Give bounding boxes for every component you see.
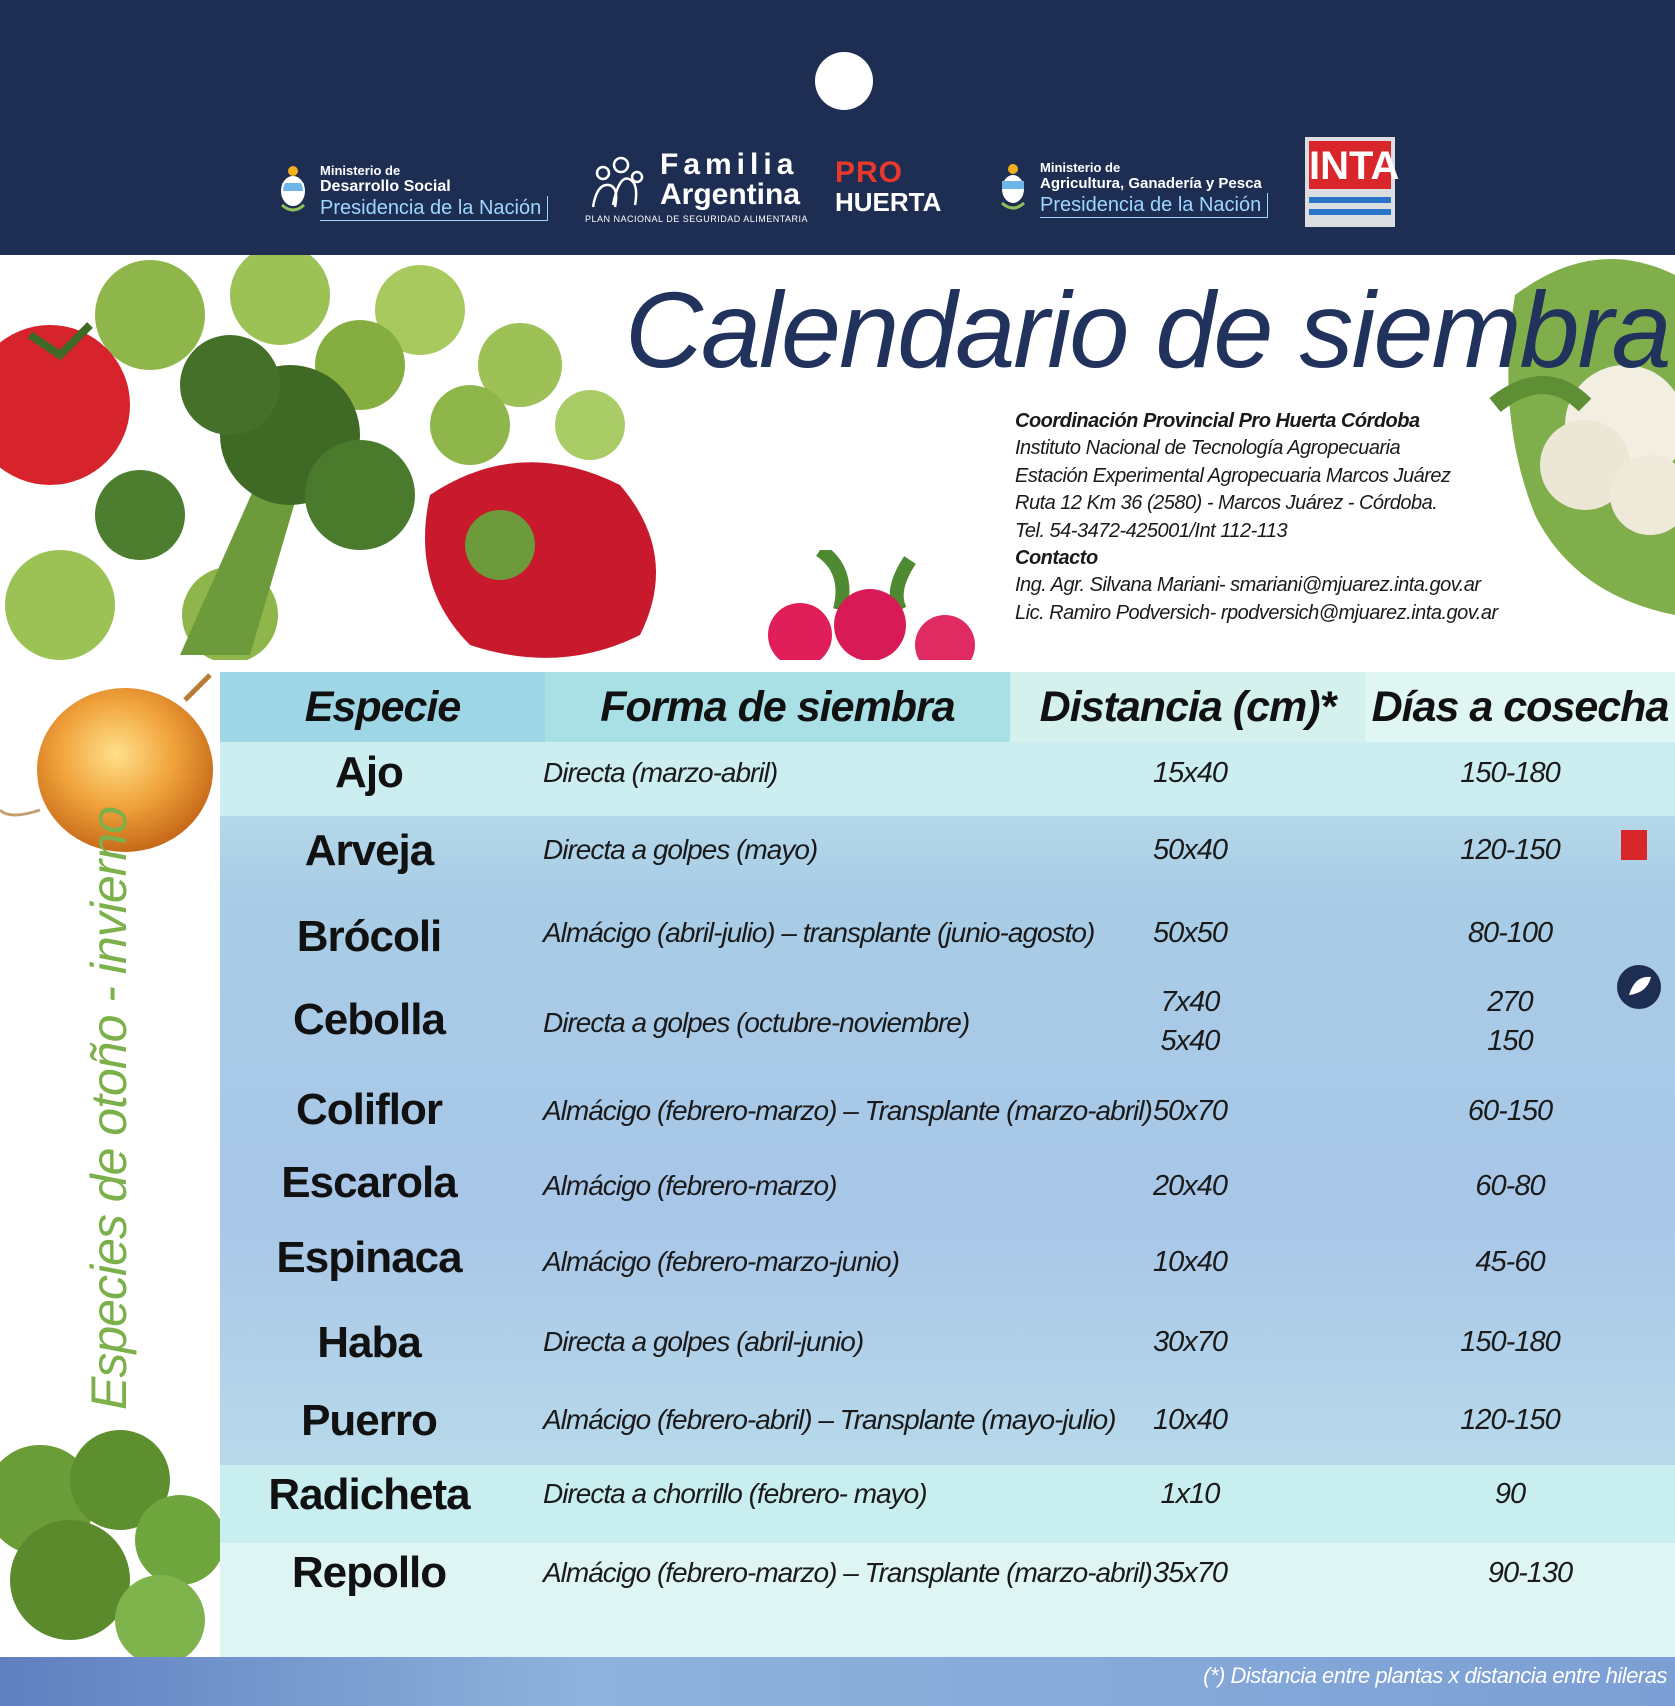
radish-photo <box>760 550 1000 660</box>
logo-desarrollo-line3: Presidencia de la Nación <box>320 196 548 221</box>
row-forma: Almácigo (febrero-marzo-junio) <box>543 1246 899 1277</box>
leaf-seal-icon <box>1617 965 1661 1009</box>
logo-familia-line2: Argentina <box>660 178 801 211</box>
row-dias: 90-130 <box>1487 1557 1573 1589</box>
row-forma: Almácigo (febrero-marzo) – Transplante (marzo-abril) <box>543 1557 1152 1588</box>
row-especie: Espinaca <box>276 1233 462 1282</box>
row-especie: Radicheta <box>268 1470 470 1519</box>
logo-desarrollo-line1: Ministerio de <box>320 163 401 178</box>
row-forma: Directa a golpes (octubre-noviembre) <box>543 1007 970 1038</box>
info-line: Tel. 54-3472-425001/Int 112-113 <box>1015 519 1288 542</box>
row-forma: Almácigo (febrero-marzo) <box>543 1170 837 1201</box>
vegetables-photo <box>0 255 690 660</box>
logo-prohuerta <box>835 158 941 216</box>
row-dias: 45-60 <box>1475 1246 1545 1278</box>
row-dias: 120-150 <box>1460 834 1560 866</box>
logo-desarrollo-social <box>320 163 548 221</box>
logo-inta-stripe <box>1309 197 1391 203</box>
argentina-crest-icon <box>278 165 308 215</box>
row-distancia: 10x40 <box>1152 1404 1227 1436</box>
row-dias: 80-100 <box>1467 917 1553 949</box>
season-label: Especies de otoño - invierno <box>81 807 137 1410</box>
logo-familia-subtitle: PLAN NACIONAL DE SEGURIDAD ALIMENTARIA <box>585 214 809 224</box>
info-line: Instituto Nacional de Tecnología Agropecuaria <box>1015 437 1401 460</box>
logo-familia-line1: Familia <box>660 148 799 181</box>
hanging-hole <box>815 52 873 110</box>
table-header-distancia: Distancia (cm)* <box>1010 672 1365 742</box>
row-distancia: 35x70 <box>1152 1557 1227 1589</box>
row-forma: Almácigo (febrero-marzo) – Transplante (marzo-abril) <box>543 1095 1152 1126</box>
row-dias: 270 <box>1487 986 1533 1018</box>
logo-inta-text: INTA <box>1309 141 1391 189</box>
row-forma: Almácigo (febrero-abril) – Transplante (mayo-julio) <box>543 1404 1116 1435</box>
info-contact-heading: Contacto <box>1015 547 1098 570</box>
table-header-especie: Especie <box>220 672 545 742</box>
row-especie: Ajo <box>335 748 403 797</box>
row-especie: Repollo <box>291 1548 447 1597</box>
info-line: Coordinación Provincial Pro Huerta Córdoba <box>1015 410 1420 432</box>
row-especie: Puerro <box>301 1396 437 1445</box>
row-especie: Coliflor <box>296 1085 442 1134</box>
table-header-dias: Días a cosecha <box>1365 672 1675 742</box>
logo-agricultura-line2: Agricultura, Ganadería y Pesca <box>1040 175 1262 192</box>
row-distancia: 7x40 <box>1160 986 1220 1018</box>
contact-info <box>1015 408 1498 627</box>
table-header-forma: Forma de siembra <box>545 672 1010 742</box>
row-distancia: 30x70 <box>1152 1326 1227 1358</box>
info-contact-line: Ing. Agr. Silvana Mariani- smariani@mjuarez.inta.gov.ar <box>1015 574 1481 597</box>
info-contact-line: Lic. Ramiro Podversich- rpodversich@mjuarez.inta.gov.ar <box>1015 601 1498 624</box>
logo-inta-stripe <box>1309 209 1391 215</box>
info-line: Estación Experimental Agropecuaria Marcos Juárez <box>1015 464 1451 487</box>
row-especie: Brócoli <box>296 912 442 961</box>
row-forma: Directa a golpes (abril-junio) <box>543 1326 864 1357</box>
logo-agricultura-line1: Ministerio de <box>1040 160 1121 175</box>
row-especie: Cebolla <box>293 995 445 1044</box>
row-forma: Directa a golpes (mayo) <box>543 834 818 865</box>
row-dias: 90 <box>1494 1478 1526 1510</box>
page-title: Calendario de siembra <box>625 269 1670 390</box>
argentina-crest-icon <box>998 163 1028 213</box>
logo-desarrollo-line2: Desarrollo Social <box>320 178 451 195</box>
row-distancia: 50x50 <box>1152 917 1227 949</box>
row-especie: Haba <box>317 1318 421 1367</box>
row-distancia: 50x40 <box>1152 834 1227 866</box>
row-distancia: 20x40 <box>1152 1170 1227 1202</box>
family-figures-icon <box>585 155 650 210</box>
logo-prohuerta-huerta: HUERTA <box>835 187 942 217</box>
row-dias: 120-150 <box>1460 1404 1560 1436</box>
row-distancia: 15x40 <box>1152 757 1227 789</box>
row-dias: 60-150 <box>1467 1095 1553 1127</box>
info-line: Ruta 12 Km 36 (2580) - Marcos Juárez - Córdoba. <box>1015 492 1438 515</box>
mini-inta-logo <box>1621 830 1647 860</box>
row-distancia: 50x70 <box>1152 1095 1227 1127</box>
logo-inta <box>1305 137 1400 227</box>
footnote: (*) Distancia entre plantas x distancia entre hileras <box>1203 1663 1667 1688</box>
row-forma: Directa (marzo-abril) <box>543 757 778 788</box>
logo-agricultura <box>1040 160 1268 218</box>
row-dias: 150-180 <box>1460 1326 1560 1358</box>
logo-familia-argentina <box>660 150 800 210</box>
row-forma: Almácigo (abril-julio) – transplante (junio-agosto) <box>543 917 1095 948</box>
row-especie: Escarola <box>281 1158 457 1207</box>
row-distancia: 1x10 <box>1160 1478 1220 1510</box>
row-distancia: 5x40 <box>1160 1025 1220 1057</box>
row-distancia: 10x40 <box>1152 1246 1227 1278</box>
row-dias: 150 <box>1487 1025 1533 1057</box>
row-forma: Directa a chorrillo (febrero- mayo) <box>543 1478 927 1509</box>
logo-agricultura-line3: Presidencia de la Nación <box>1040 193 1268 218</box>
row-dias: 60-80 <box>1475 1170 1545 1202</box>
row-especie: Arveja <box>304 826 434 875</box>
row-dias: 150-180 <box>1460 757 1560 789</box>
logo-prohuerta-pro: PRO <box>835 156 904 189</box>
broccoli-photo <box>0 1430 225 1660</box>
